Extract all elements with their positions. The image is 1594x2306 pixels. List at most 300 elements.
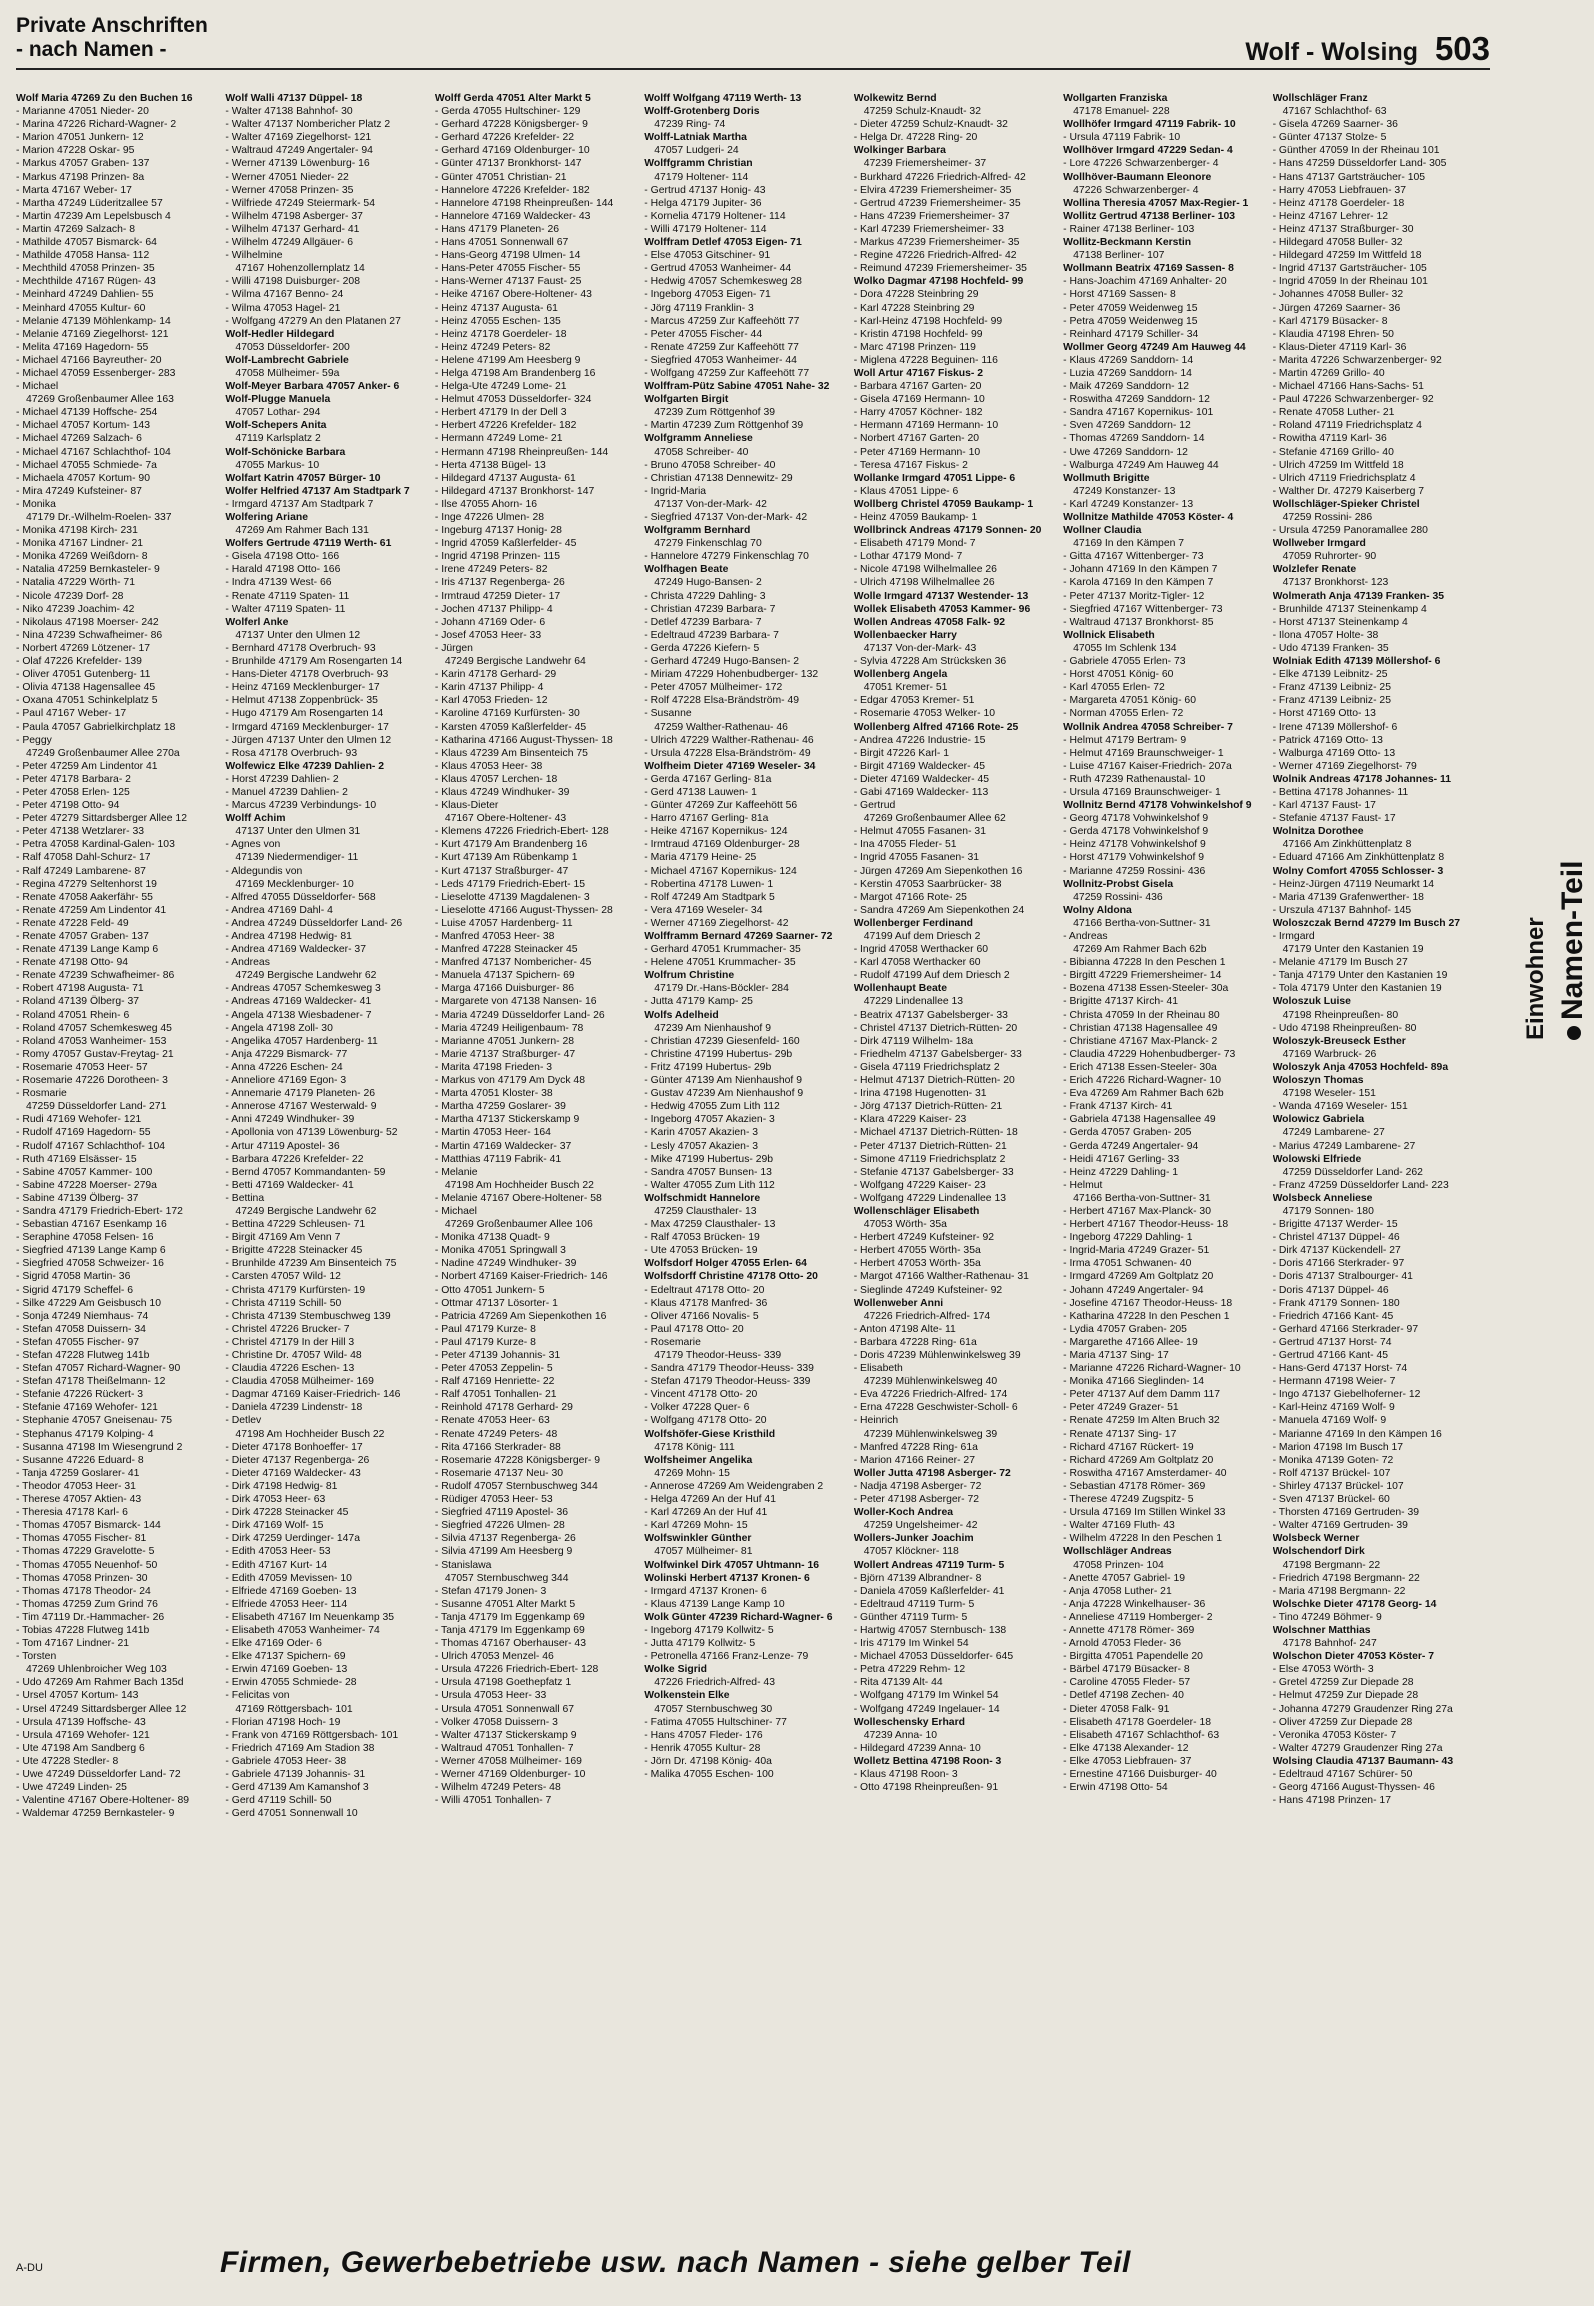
directory-entry: - Gerda 47249 Angertaler- 94 bbox=[1063, 1140, 1199, 1152]
page-number: 503 bbox=[1434, 30, 1490, 67]
directory-entry: 47169 Röttgersbach- 101 bbox=[235, 1703, 353, 1715]
directory-entry: - Christian 47138 Dennewitz- 29 bbox=[644, 472, 793, 484]
directory-entry: - Rita 47139 Alt- 44 bbox=[853, 1677, 943, 1689]
directory-entry: - Ingeborg 47229 Dahling- 1 bbox=[1063, 1232, 1193, 1244]
directory-entry: 47178 Bahnhof- 247 bbox=[1282, 1638, 1377, 1650]
directory-entry: - Bettina 47229 Schleusen- 71 bbox=[225, 1219, 366, 1231]
directory-entry: - Karl-Heinz 47169 Wolf- 9 bbox=[1272, 1402, 1395, 1414]
directory-entry: - Martha 47259 Goslarer- 39 bbox=[434, 1101, 566, 1113]
directory-entry: - Ursula 47169 Im Stillen Winkel 33 bbox=[1063, 1507, 1226, 1519]
directory-entry: 47167 Schlachthof- 63 bbox=[1282, 106, 1387, 118]
directory-entry: - Michaela 47057 Kortum- 90 bbox=[16, 472, 150, 484]
directory-entry: - Reinhard 47179 Schiller- 34 bbox=[1063, 328, 1199, 340]
directory-entry: - Annette 47178 Römer- 369 bbox=[1063, 1624, 1195, 1636]
directory-entry: - Siegfried 47119 Apostel- 36 bbox=[434, 1507, 569, 1519]
bullet-icon bbox=[1567, 1026, 1581, 1040]
directory-entry: - Patrick 47169 Otto- 13 bbox=[1272, 734, 1383, 746]
directory-entry: - Christian 47239 Giesenfeld- 160 bbox=[644, 1035, 800, 1047]
directory-entry: - Anja 47228 Winkelhauser- 36 bbox=[1063, 1598, 1206, 1610]
directory-entry: - Olivia 47138 Hagensallee 45 bbox=[16, 682, 156, 694]
directory-entry: - Andreas bbox=[225, 957, 270, 969]
directory-entry: - Irmgard bbox=[1272, 931, 1315, 942]
directory-entry: - Reinhold 47178 Gerhard- 29 bbox=[434, 1402, 573, 1414]
directory-entry: 47167 Obere-Holtener- 43 bbox=[444, 813, 567, 825]
directory-entry: 47169 In den Kämpen 7 bbox=[1073, 538, 1185, 550]
directory-entry: - Jörn Dr. 47198 König- 40a bbox=[644, 1755, 772, 1767]
directory-column-1 bbox=[16, 92, 217, 2222]
directory-entry: - Sandra 47179 Theodor-Heuss- 339 bbox=[644, 1363, 814, 1375]
directory-entry: - Natalia 47229 Wörth- 71 bbox=[16, 577, 135, 589]
directory-entry: - Marion 47051 Junkern- 12 bbox=[16, 132, 144, 144]
directory-entry: - Hugo 47179 Am Rosengarten 14 bbox=[225, 708, 384, 720]
directory-entry: - Theresia 47178 Karl- 6 bbox=[16, 1507, 128, 1519]
directory-entry: - Walter 47137 Stickerskamp 9 bbox=[434, 1729, 577, 1741]
directory-entry: - Jochen 47137 Philipp- 4 bbox=[434, 603, 553, 615]
directory-entry: - Elisabeth 47179 Mond- 7 bbox=[853, 538, 976, 550]
side-tab-line1: Einwohner bbox=[1522, 917, 1549, 1040]
directory-entry: - Sylvia 47228 Am Strücksken 36 bbox=[853, 656, 1007, 668]
directory-entry: - Wolfgang 47259 Zur Kaffeehött 77 bbox=[644, 367, 810, 379]
directory-entry-head: Wolfgramm Bernhard bbox=[644, 525, 751, 537]
directory-entry: - Ilona 47057 Holte- 38 bbox=[1272, 629, 1379, 641]
directory-entry: - Gerd 47119 Schill- 50 bbox=[225, 1795, 332, 1807]
directory-entry: - Andrea 47198 Hedwig- 81 bbox=[225, 931, 352, 942]
directory-entry: - Christa 47119 Schill- 50 bbox=[225, 1297, 342, 1309]
directory-entry-head: Woloszyk Anja 47053 Hochfeld- 89a bbox=[1272, 1061, 1449, 1073]
directory-entry: - Irmtraud 47169 Oldenburger- 28 bbox=[644, 839, 800, 851]
directory-entry: - Ingrid 47055 Fasanen- 31 bbox=[853, 852, 980, 864]
directory-entry-head: Wollschläger-Spieker Christel bbox=[1272, 498, 1420, 510]
directory-entry: - Sonja 47249 Niemhaus- 74 bbox=[16, 1310, 149, 1322]
directory-entry: - Ursula 47259 Panoramallee 280 bbox=[1272, 525, 1428, 537]
directory-entry-head: Wolf Walli 47137 Düppel- 18 bbox=[225, 93, 363, 104]
directory-entry: - Michael 47167 Kopernikus- 124 bbox=[644, 865, 797, 877]
directory-entry: 47269 Mohn- 15 bbox=[654, 1467, 730, 1479]
directory-entry: 47259 Rossini- 436 bbox=[1073, 891, 1163, 903]
directory-entry: - Walburga 47169 Otto- 13 bbox=[1272, 747, 1396, 759]
directory-entry-head: Wolf-Schepers Anita bbox=[225, 420, 327, 432]
directory-entry: - Klaus 47249 Windhuker- 39 bbox=[434, 786, 570, 798]
directory-entry: - Jutta 47179 Kollwitz- 5 bbox=[644, 1638, 756, 1650]
directory-entry: - Henrik 47055 Kultur- 28 bbox=[644, 1742, 761, 1754]
directory-entry: - Peter 47053 Zeppelin- 5 bbox=[434, 1363, 553, 1375]
directory-entry-head: Wolff Achim bbox=[225, 813, 286, 825]
directory-entry: - Oliver 47051 Gutenberg- 11 bbox=[16, 669, 151, 681]
directory-entry: - Ingeborg 47053 Eigen- 71 bbox=[644, 289, 771, 301]
directory-entry: - Ursula 47139 Hoffsche- 43 bbox=[16, 1716, 146, 1728]
directory-entry: - Gerd 47051 Sonnenwall 10 bbox=[225, 1808, 358, 1820]
directory-entry: 47269 Großenbaumer Allee 106 bbox=[444, 1219, 593, 1231]
directory-entry: 47051 Kremer- 51 bbox=[863, 682, 948, 694]
directory-entry: - Peter 47059 Weidenweg 15 bbox=[1063, 302, 1198, 314]
directory-entry: - Niko 47239 Joachim- 42 bbox=[16, 603, 135, 615]
directory-entry: - Karoline 47169 Kurfürsten- 30 bbox=[434, 708, 580, 720]
directory-entry: - Paula 47057 Gabrielkirchplatz 18 bbox=[16, 721, 176, 733]
directory-entry: - Roswitha 47167 Amsterdamer- 40 bbox=[1063, 1467, 1227, 1479]
directory-entry: 47137 Bronkhorst- 123 bbox=[1282, 577, 1389, 589]
directory-entry: - Helga 47198 Am Brandenberg 16 bbox=[434, 367, 596, 379]
directory-entry: - Peter 47138 Wetzlarer- 33 bbox=[16, 826, 145, 838]
directory-entry: - Thomas 47229 Gravelotte- 5 bbox=[16, 1546, 155, 1558]
directory-entry: - Lesly 47057 Akazien- 3 bbox=[644, 1140, 759, 1152]
directory-entry: - Rolf 47249 Am Stadtpark 5 bbox=[644, 891, 775, 903]
directory-entry: - Andrea 47249 Düsseldorfer Land- 26 bbox=[225, 917, 403, 929]
directory-entry: - Marion 47198 Im Busch 17 bbox=[1272, 1441, 1404, 1453]
directory-entry: - Mike 47199 Hubertus- 29b bbox=[644, 1153, 774, 1165]
directory-entry: - Elisabeth 47053 Wanheimer- 74 bbox=[225, 1624, 380, 1636]
directory-entry: - Udo 47198 Rheinpreußen- 80 bbox=[1272, 1022, 1417, 1034]
directory-entry: - Andrea 47226 Industrie- 15 bbox=[853, 734, 986, 746]
directory-entry-head: Wolk Günter 47239 Richard-Wagner- 6 bbox=[644, 1611, 833, 1623]
directory-entry: - Meinhard 47249 Dahlien- 55 bbox=[16, 289, 154, 301]
directory-entry: - Kurt 47137 Straßburger- 47 bbox=[434, 865, 569, 877]
directory-entry: - Thomas 47057 Bismarck- 144 bbox=[16, 1520, 161, 1532]
directory-entry: - Rosemarie 47228 Königsberger- 9 bbox=[434, 1454, 601, 1466]
directory-entry: - Hans 47137 Gartsträucher- 105 bbox=[1272, 171, 1426, 183]
directory-entry: - Martin 47169 Waldecker- 37 bbox=[434, 1140, 572, 1152]
directory-entry: - Walter 47169 Fluth- 43 bbox=[1063, 1520, 1175, 1532]
directory-entry-head: Wolschke Dieter 47178 Georg- 14 bbox=[1272, 1598, 1437, 1610]
directory-entry-head: Wolfering Ariane bbox=[225, 512, 308, 523]
directory-entry-head: Wolsbeck Anneliese bbox=[1272, 1192, 1373, 1204]
header-rule bbox=[16, 68, 1490, 70]
directory-entry: - Romy 47057 Gustav-Freytag- 21 bbox=[16, 1048, 174, 1060]
directory-entry: - Georg 47166 August-Thyssen- 46 bbox=[1272, 1782, 1435, 1794]
directory-entry: - Ruth 47239 Rathenaustal- 10 bbox=[1063, 773, 1206, 785]
directory-entry: - Rainer 47138 Berliner- 103 bbox=[1063, 223, 1195, 235]
directory-entry: - Frank 47179 Sonnen- 180 bbox=[1272, 1297, 1400, 1309]
directory-entry: - Herbert 47167 Max-Planck- 30 bbox=[1063, 1205, 1211, 1217]
directory-entry-head: Wollhöver-Baumann Eleonore bbox=[1063, 171, 1212, 183]
directory-entry: - Friedrich 47198 Bergmann- 22 bbox=[1272, 1572, 1420, 1584]
directory-entry: - Ingrid 47059 In der Rheinau 101 bbox=[1272, 276, 1428, 288]
directory-entry: - Josef 47053 Heer- 33 bbox=[434, 629, 542, 641]
directory-entry-head: Wollmann Beatrix 47169 Sassen- 8 bbox=[1063, 263, 1234, 275]
directory-entry: - Siegfried 47139 Lange Kamp 6 bbox=[16, 1245, 166, 1257]
directory-entry: - Uwe 47249 Linden- 25 bbox=[16, 1782, 127, 1794]
directory-entry: 47259 Rossini- 286 bbox=[1282, 512, 1373, 523]
directory-entry: - Ursula 47228 Elsa-Brändström- 49 bbox=[644, 747, 811, 759]
directory-entry: - Else 47053 Gitschiner- 91 bbox=[644, 250, 771, 262]
directory-entry: - Walter 47055 Zum Lith 112 bbox=[644, 1179, 775, 1191]
directory-entry: - Ursula 47053 Heer- 33 bbox=[434, 1690, 547, 1702]
directory-entry: - Sebastian 47167 Esenkamp 16 bbox=[16, 1219, 167, 1231]
directory-entry: 47259 Schulz-Knaudt- 32 bbox=[863, 106, 981, 118]
directory-entry: - Anni 47249 Windhuker- 39 bbox=[225, 1114, 355, 1126]
directory-entry: - Günther 47119 Turm- 5 bbox=[853, 1611, 968, 1623]
directory-entry: - Brigitte 47137 Werder- 15 bbox=[1272, 1219, 1398, 1231]
directory-entry: - Thomas 47055 Neuenhof- 50 bbox=[16, 1559, 158, 1571]
directory-entry: - Friedrich 47166 Kant- 45 bbox=[1272, 1310, 1394, 1322]
directory-entry: - Manuela 47137 Spichern- 69 bbox=[434, 970, 575, 982]
directory-entry: - Renate 47198 Otto- 94 bbox=[16, 957, 129, 969]
directory-entry-head: Wollenhaupt Beate bbox=[853, 983, 948, 995]
directory-entry: - Susanna 47198 Im Wiesengrund 2 bbox=[16, 1441, 183, 1453]
directory-entry: - Karl 47249 Konstanzer- 13 bbox=[1063, 498, 1194, 510]
directory-entry: - Mira 47249 Kufsteiner- 87 bbox=[16, 485, 142, 497]
directory-entry: 47198 Rheinpreußen- 80 bbox=[1282, 1009, 1399, 1021]
directory-entry: - Helmut 47055 Fasanen- 31 bbox=[853, 826, 986, 838]
directory-entry: - Tino 47249 Böhmer- 9 bbox=[1272, 1611, 1382, 1623]
directory-entry: - Susanne 47051 Alter Markt 5 bbox=[434, 1598, 576, 1610]
directory-entry: - Rudolf 47167 Schlachthof- 104 bbox=[16, 1140, 166, 1152]
directory-entry: - Günter 47269 Zur Kaffeehött 56 bbox=[644, 800, 798, 812]
directory-entry: - Hildegard 47239 Anna- 10 bbox=[853, 1742, 981, 1754]
directory-entry: - Erwin 47198 Otto- 54 bbox=[1063, 1782, 1168, 1794]
directory-entry: - Heinz 47178 Goerdeler- 18 bbox=[1272, 197, 1405, 209]
directory-entry: - Manfred 47137 Nombericher- 45 bbox=[434, 957, 592, 969]
directory-entry: - Erich 47226 Richard-Wagner- 10 bbox=[1063, 1075, 1221, 1087]
directory-entry-head: Wolfswinkler Günther bbox=[644, 1533, 752, 1545]
directory-entry: - Peter 47279 Sittardsberger Allee 12 bbox=[16, 813, 187, 825]
directory-column-6 bbox=[1063, 92, 1264, 2222]
directory-entry: - Susanne 47226 Eduard- 8 bbox=[16, 1454, 144, 1466]
directory-entry: - Hannelore 47279 Finkenschlag 70 bbox=[644, 551, 809, 563]
directory-entry: - Manuel 47239 Dahlien- 2 bbox=[225, 786, 348, 798]
directory-entry: - Klaus 47269 Sanddorn- 14 bbox=[1063, 354, 1194, 366]
directory-entry: - Renate 47057 Graben- 137 bbox=[16, 931, 149, 942]
directory-entry-head: Wollert Andreas 47119 Turm- 5 bbox=[853, 1559, 1005, 1571]
directory-entry: - Klaus 47057 Lerchen- 18 bbox=[434, 773, 558, 785]
directory-entry: - Roswitha 47269 Sanddorn- 12 bbox=[1063, 394, 1210, 406]
directory-entry: - Reimund 47239 Friemersheimer- 35 bbox=[853, 263, 1027, 275]
directory-entry: - Dieter 47169 Waldecker- 45 bbox=[853, 773, 990, 785]
directory-entry: - Hans-Georg 47198 Ulmen- 14 bbox=[434, 250, 581, 262]
directory-entry: - Gisela 47119 Friedrichsplatz 2 bbox=[853, 1061, 1000, 1073]
directory-entry: - Inge 47226 Ulmen- 28 bbox=[434, 512, 545, 523]
directory-entry: - Eva 47269 Am Rahmer Bach 62b bbox=[1063, 1088, 1224, 1100]
directory-entry: - Karl 47137 Faust- 17 bbox=[1272, 800, 1376, 812]
directory-entry: - Annemarie 47179 Planeten- 26 bbox=[225, 1088, 376, 1100]
directory-entry: - Georg 47178 Vohwinkelshof 9 bbox=[1063, 813, 1209, 825]
directory-entry: - Heike 47167 Obere-Holtener- 43 bbox=[434, 289, 592, 301]
directory-entry: - Renate 47139 Lange Kamp 6 bbox=[16, 944, 159, 956]
directory-entry: - Frank 47137 Kirch- 41 bbox=[1063, 1101, 1173, 1113]
directory-entry-head: Woller Jutta 47198 Asberger- 72 bbox=[853, 1467, 1011, 1479]
header-title-line1: Private Anschriften bbox=[16, 14, 208, 37]
directory-entry: - Dieter 47178 Bonhoeffer- 17 bbox=[225, 1441, 363, 1453]
directory-entry: - Rudolf 47199 Auf dem Driesch 2 bbox=[853, 970, 1010, 982]
directory-entry: 47259 Clausthaler- 13 bbox=[654, 1205, 757, 1217]
directory-entry: - Hermann 47169 Hermann- 10 bbox=[853, 420, 999, 432]
directory-entry: - Tanja 47179 Im Eggenkamp 69 bbox=[434, 1611, 585, 1623]
directory-entry: - Paul 47179 Kurze- 8 bbox=[434, 1336, 536, 1348]
directory-entry: - Klaus 47051 Lippe- 6 bbox=[853, 485, 959, 497]
directory-entry: - Rosemarie 47053 Heer- 57 bbox=[16, 1061, 148, 1073]
directory-entry: 47249 Bergische Landwehr 62 bbox=[235, 970, 377, 982]
directory-entry-head: Wollitz Gertrud 47138 Berliner- 103 bbox=[1063, 210, 1236, 222]
directory-entry: - Roland 47051 Rhein- 6 bbox=[16, 1009, 130, 1021]
directory-entry-head: Woloszyn Thomas bbox=[1272, 1075, 1364, 1087]
directory-entry-head: Wolnik Andreas 47178 Johannes- 11 bbox=[1272, 773, 1452, 785]
directory-entry: - Doris 47137 Düppel- 46 bbox=[1272, 1284, 1389, 1296]
directory-entry-head: Wolowski Elfriede bbox=[1272, 1153, 1362, 1165]
directory-entry: - Ralf 47051 Tonhallen- 21 bbox=[434, 1389, 557, 1401]
directory-entry-head: Woloszyk-Breuseck Esther bbox=[1272, 1035, 1406, 1047]
directory-entry: - Dirk 47137 Kückendell- 27 bbox=[1272, 1245, 1401, 1257]
directory-entry: - Klaus-Dieter 47119 Karl- 36 bbox=[1272, 341, 1407, 353]
directory-entry: - Heinz-Jürgen 47119 Neumarkt 14 bbox=[1272, 878, 1435, 890]
directory-entry: 47269 Am Rahmer Bach 131 bbox=[235, 525, 369, 537]
directory-entry: - Johann 47169 Oder- 6 bbox=[434, 616, 546, 628]
directory-entry: - Ernestine 47166 Duisburger- 40 bbox=[1063, 1769, 1217, 1780]
directory-entry: - Ute 47228 Stedler- 8 bbox=[16, 1755, 119, 1767]
directory-entry: - Hannelore 47169 Waldecker- 43 bbox=[434, 210, 591, 222]
directory-entry: - Ingrid-Maria bbox=[644, 485, 707, 497]
directory-entry: - Hildegard 47137 Bronkhorst- 147 bbox=[434, 485, 595, 497]
directory-entry: - Maria 47198 Bergmann- 22 bbox=[1272, 1585, 1406, 1597]
directory-entry: - Edith 47059 Mevissen- 10 bbox=[225, 1572, 352, 1584]
directory-entry: - Monika 47198 Kirch- 231 bbox=[16, 525, 138, 537]
directory-entry: - Bärbel 47179 Büsacker- 8 bbox=[1063, 1664, 1190, 1676]
directory-entry: - Wilma 47053 Hagel- 21 bbox=[225, 302, 341, 314]
directory-entry: - Natalia 47259 Bernkasteler- 9 bbox=[16, 564, 160, 576]
directory-entry: - Detlef 47198 Zechen- 40 bbox=[1063, 1690, 1184, 1702]
directory-entry-head: Wolleschensky Erhard bbox=[853, 1716, 965, 1728]
directory-entry: - Lieselotte 47166 August-Thyssen- 28 bbox=[434, 904, 613, 916]
directory-entry: - Gerda 47178 Vohwinkelshof 9 bbox=[1063, 826, 1209, 838]
directory-entry: - Nadja 47198 Asberger- 72 bbox=[853, 1480, 982, 1492]
directory-entry: - Hans 47179 Planeten- 26 bbox=[434, 223, 560, 235]
directory-entry: - Karl 47228 Steinbring 29 bbox=[853, 302, 975, 314]
directory-entry: - Lothar 47179 Mond- 7 bbox=[853, 551, 963, 563]
directory-entry-head: Wolsbeck Werner bbox=[1272, 1533, 1360, 1545]
directory-entry: - Herbert 47226 Krefelder- 182 bbox=[434, 420, 577, 432]
directory-entry: - Marianne 47259 Rossini- 436 bbox=[1063, 865, 1206, 877]
directory-entry: - Peter 47057 Mülheimer- 172 bbox=[644, 682, 783, 694]
directory-entry: - Doris 47166 Sterkrader- 97 bbox=[1272, 1258, 1405, 1270]
directory-entry: - Thomas 47167 Oberhauser- 43 bbox=[434, 1638, 586, 1650]
directory-entry: - Gabriele 47139 Johannis- 31 bbox=[225, 1769, 366, 1780]
directory-entry: - Norbert 47167 Garten- 20 bbox=[853, 433, 980, 445]
directory-entry-head: Wollnik Andrea 47058 Schreiber- 7 bbox=[1063, 721, 1233, 733]
directory-entry-head: Wolowicz Gabriela bbox=[1272, 1114, 1365, 1126]
directory-entry: - Bernhard 47178 Overbruch- 93 bbox=[225, 642, 376, 654]
directory-entry: - Udo 47269 Am Rahmer Bach 135d bbox=[16, 1677, 184, 1689]
directory-entry: - Stefan 47179 Theodor-Heuss- 339 bbox=[644, 1376, 811, 1388]
directory-entry: - Detlef 47239 Barbara- 7 bbox=[644, 616, 762, 628]
directory-entry: - Dirk 47228 Steinacker 45 bbox=[225, 1507, 349, 1519]
directory-entry: - Hermann 47198 Weier- 7 bbox=[1272, 1376, 1396, 1388]
directory-entry: - Marianne 47051 Nieder- 20 bbox=[16, 106, 149, 118]
directory-entry: - Renate 47058 Luther- 21 bbox=[1272, 407, 1395, 419]
directory-entry: - Claudia 47058 Mülheimer- 169 bbox=[225, 1376, 374, 1388]
directory-entry: - Gerhard 47169 Oldenburger- 10 bbox=[434, 145, 590, 157]
directory-entry: 47138 Berliner- 107 bbox=[1073, 250, 1165, 262]
directory-entry: - Helmut 47259 Zur Diepade 28 bbox=[1272, 1690, 1419, 1702]
directory-entry: - Helga 47179 Jupiter- 36 bbox=[644, 197, 762, 209]
directory-entry: - Gabriele 47055 Erlen- 73 bbox=[1063, 656, 1186, 668]
directory-entry-head: Wollnick Elisabeth bbox=[1063, 629, 1155, 641]
directory-entry: 47053 Düsseldorfer- 200 bbox=[235, 341, 350, 353]
directory-entry: - Norbert 47169 Kaiser-Friedrich- 146 bbox=[434, 1271, 608, 1283]
directory-entry: - Peter 47169 Hermann- 10 bbox=[853, 446, 981, 458]
directory-entry: - Melanie 47179 Im Busch 27 bbox=[1272, 957, 1408, 969]
directory-entry: - Stefan 47179 Jonen- 3 bbox=[434, 1585, 547, 1597]
directory-entry: - Rosemarie bbox=[644, 1336, 701, 1348]
directory-entry: - Helmut bbox=[1063, 1179, 1103, 1191]
directory-entry: - Ruth 47169 Elsässer- 15 bbox=[16, 1153, 137, 1165]
directory-entry: - Dieter 47137 Regenberga- 26 bbox=[225, 1454, 370, 1466]
directory-entry: - Betti 47169 Waldecker- 41 bbox=[225, 1179, 354, 1191]
directory-entry: - Ingrid 47059 Kaßlerfelder- 45 bbox=[434, 538, 577, 550]
directory-entry: - Sigrid 47179 Scheffel- 6 bbox=[16, 1284, 134, 1296]
directory-entry: - Valentine 47167 Obere-Holtener- 89 bbox=[16, 1795, 190, 1807]
directory-entry: - Birgit 47226 Karl- 1 bbox=[853, 747, 949, 759]
directory-entry: - Dirk 47198 Hedwig- 81 bbox=[225, 1480, 338, 1492]
directory-entry: - Thomas 47058 Prinzen- 30 bbox=[16, 1572, 148, 1584]
directory-entry-head: Wollers-Junker Joachim bbox=[853, 1533, 974, 1545]
directory-entry: - Herta 47138 Bügel- 13 bbox=[434, 459, 546, 471]
directory-entry: - Günter 47137 Stolze- 5 bbox=[1272, 132, 1387, 144]
directory-entry: - Sabine 47228 Moerser- 279a bbox=[16, 1179, 157, 1191]
directory-entry: - Marianne 47226 Richard-Wagner- 10 bbox=[1063, 1363, 1241, 1375]
directory-entry: - Anneliese 47119 Homberger- 2 bbox=[1063, 1611, 1213, 1623]
directory-entry: - Ursula 47119 Fabrik- 10 bbox=[1063, 132, 1181, 144]
directory-entry: - Birgit 47169 Am Venn 7 bbox=[225, 1232, 341, 1244]
directory-entry: - Monika 47167 Lindner- 21 bbox=[16, 538, 144, 550]
directory-entry: - Maria 47249 Heiligenbaum- 78 bbox=[434, 1022, 584, 1034]
directory-entry: - Wolfgang 47178 Otto- 20 bbox=[644, 1415, 767, 1427]
directory-entry-head: Wollenweber Anni bbox=[853, 1297, 944, 1309]
directory-entry: - Meinhard 47055 Kultur- 60 bbox=[16, 302, 146, 314]
directory-entry: - Hermann 47249 Lome- 21 bbox=[434, 433, 563, 445]
directory-entry: - Günther 47059 In der Rheinau 101 bbox=[1272, 145, 1440, 157]
directory-entry: - Martin 47239 Am Lepelsbusch 4 bbox=[16, 210, 171, 222]
directory-entry: - Peter 47137 Moritz-Tigler- 12 bbox=[1063, 590, 1205, 602]
directory-entry: - Heinrich bbox=[853, 1415, 899, 1427]
directory-entry: - Simone 47119 Friedrichsplatz 2 bbox=[853, 1153, 1006, 1165]
directory-entry: - Tanja 47179 Im Eggenkamp 69 bbox=[434, 1624, 585, 1636]
directory-entry: - Hermann 47198 Rheinpreußen- 144 bbox=[434, 446, 609, 458]
directory-entry: 47137 Von-der-Mark- 42 bbox=[654, 498, 767, 510]
directory-entry: - Hildegard 47259 Im Wittfeld 18 bbox=[1272, 250, 1422, 262]
directory-entry: - Hartwig 47057 Sternbusch- 138 bbox=[853, 1624, 1007, 1636]
directory-entry-head: Wolfsheimer Angelika bbox=[644, 1454, 753, 1466]
directory-entry: - Sandra 47269 Am Siepenkothen 24 bbox=[853, 904, 1025, 916]
side-tab-line2 bbox=[1556, 720, 1590, 1040]
directory-entry: 47058 Prinzen- 104 bbox=[1073, 1559, 1164, 1571]
header-section-title bbox=[16, 14, 208, 62]
directory-entry-head: Wollek Elisabeth 47053 Kammer- 96 bbox=[853, 603, 1031, 615]
directory-entry: - Petra 47059 Weidenweg 15 bbox=[1063, 315, 1198, 327]
directory-entry-head: Wolfsdorff Christine 47178 Otto- 20 bbox=[644, 1271, 818, 1283]
directory-entry-head: Wolfers Gertrude 47119 Werth- 61 bbox=[225, 538, 392, 550]
directory-entry: 47226 Schwarzenberger- 4 bbox=[1073, 184, 1199, 196]
directory-entry: - Helmut 47137 Dietrich-Rütten- 20 bbox=[853, 1075, 1015, 1087]
directory-entry: - Dirk 47053 Heer- 63 bbox=[225, 1494, 326, 1506]
directory-entry: - Roland 47119 Friedrichsplatz 4 bbox=[1272, 420, 1422, 432]
directory-entry: 47239 Anna- 10 bbox=[863, 1729, 938, 1741]
directory-entry: - Irmgard 47137 Kronen- 6 bbox=[644, 1585, 767, 1597]
directory-entry: - Marius 47249 Lambarene- 27 bbox=[1272, 1140, 1416, 1152]
directory-entry: - Björn 47139 Albrandner- 8 bbox=[853, 1572, 982, 1584]
directory-entry: - Siegfried 47053 Wanheimer- 44 bbox=[644, 354, 797, 366]
directory-entry: - Karl 47058 Werthacker 60 bbox=[853, 957, 981, 969]
directory-entry: - Siegfried 47226 Ulmen- 28 bbox=[434, 1520, 565, 1532]
directory-entry: - Klaus 47239 Am Binsenteich 75 bbox=[434, 747, 588, 759]
directory-entry: - Sabine 47139 Ölberg- 37 bbox=[16, 1192, 139, 1204]
directory-entry: - Rolf 47137 Brückel- 107 bbox=[1272, 1467, 1391, 1479]
directory-entry: 47179 Unter den Kastanien 19 bbox=[1282, 944, 1424, 956]
directory-entry: 47198 Am Hochheider Busch 22 bbox=[444, 1179, 594, 1191]
directory-entry: - Klaus-Dieter bbox=[434, 800, 499, 812]
directory-entry: 47059 Ruhrorter- 90 bbox=[1282, 551, 1377, 563]
directory-entry: - Monika 47166 Sieglinden- 14 bbox=[1063, 1376, 1205, 1388]
directory-entry-head: Wollmuth Brigitte bbox=[1063, 472, 1150, 484]
directory-entry: - Margot 47166 Rote- 25 bbox=[853, 891, 967, 903]
directory-entry: 47137 Unter den Ulmen 12 bbox=[235, 629, 361, 641]
